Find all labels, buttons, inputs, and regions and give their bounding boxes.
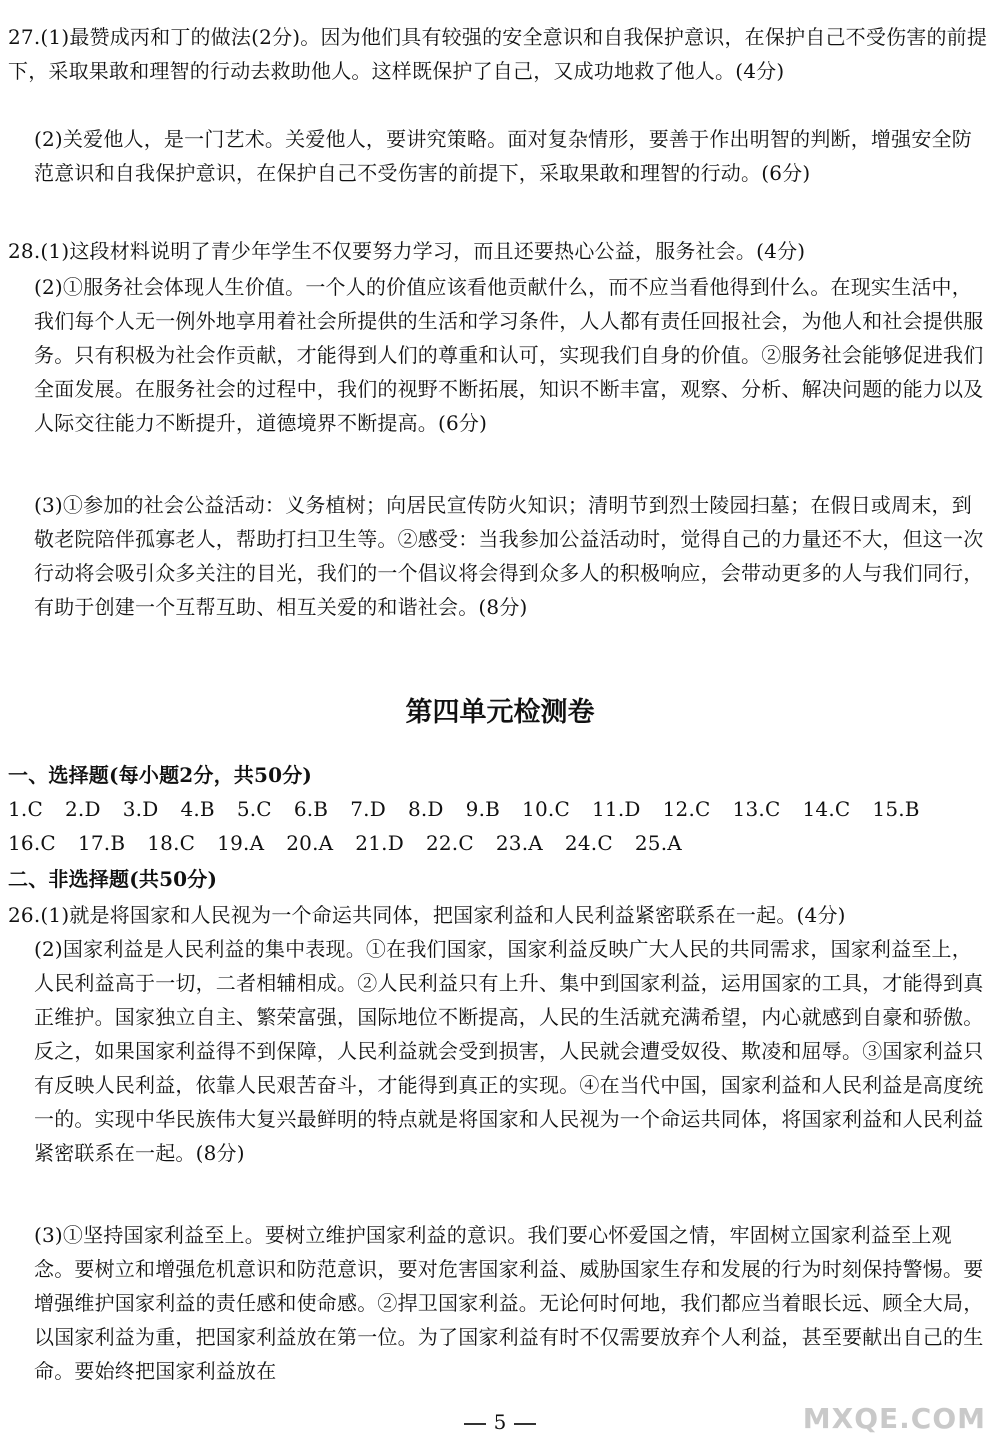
answer-item: 2.D [65, 797, 101, 821]
answer-item: 25.A [634, 831, 682, 855]
q28-part3: (3)①参加的社会公益活动：义务植树；向居民宣传防火知识；清明节到烈士陵园扫墓；在假日或周末，到敬老院陪伴孤寡老人，帮助打扫卫生等。②感受：当我参加公益活动时，觉得自己的力量还不大，但这一次行动将会吸引众多关注的目光，我们的一个倡议将会得到众多人的积极响应，会带动更多的人与我们同行，有助于创建一个互帮互助、相互关爱的和谐社会。(8分) [34, 493, 984, 619]
answer-item: 14.C [802, 797, 851, 821]
multiple-choice-answers [8, 792, 988, 860]
answer-item: 9.B [465, 797, 501, 821]
answer-item: 7.D [350, 797, 386, 821]
answer-item: 16.C [8, 831, 56, 855]
answer-item: 17.B [77, 831, 126, 855]
answer-item: 12.C [662, 797, 711, 821]
answer-item: 20.A [286, 831, 334, 855]
answer-item: 11.D [591, 797, 641, 821]
section2-heading: 二、非选择题(共50分) [8, 867, 218, 891]
answer-item: 18.C [147, 831, 196, 855]
page-number-left-rule [464, 1423, 486, 1425]
section1-heading: 一、选择题(每小题2分，共50分) [8, 763, 313, 787]
q28-part1: 28.(1)这段材料说明了青少年学生不仅要努力学习，而且还要热心公益，服务社会。(4分) [8, 239, 806, 263]
answer-item: 13.C [732, 797, 781, 821]
q26-part3: (3)①坚持国家利益至上。要树立维护国家利益的意识。我们要心怀爱国之情，牢固树立国家利益至上观念。要树立和增强危机意识和防范意识，要对危害国家利益、威胁国家生存和发展的行为时刻保持警惕。要增强维护国家利益的责任感和使命感。②捍卫国家利益。无论何时何地，我们都应当着眼长远、顾全大局，以国家利益为重，把国家利益放在第一位。为了国家利益有时不仅需要放弃个人利益，甚至要献出自己的生命。要始终把国家利益放在 [34, 1223, 984, 1383]
q28-part2: (2)①服务社会体现人生价值。一个人的价值应该看他贡献什么，而不应当看他得到什么。在现实生活中，我们每个人无一例外地享用着社会所提供的生活和学习条件，人人都有责任回报社会，为他人和社会提供服务。只有积极为社会作贡献，才能得到人们的尊重和认可，实现我们自身的价值。②服务社会能够促进我们全面发展。在服务社会的过程中，我们的视野不断拓展，知识不断丰富，观察、分析、解决问题的能力以及人际交往能力不断提升，道德境界不断提高。(6分) [34, 275, 984, 435]
answer-item: 10.C [522, 797, 570, 821]
q26-part1: 26.(1)就是将国家和人民视为一个命运共同体，把国家利益和人民利益紧密联系在一起。(4分) [8, 903, 846, 927]
page-number-text: 5 [493, 1410, 507, 1434]
answer-item: 4.B [180, 797, 215, 821]
page-number-right-rule [514, 1423, 536, 1425]
answer-item: 19.A [217, 831, 265, 855]
q27-part1: 27.(1)最赞成丙和丁的做法(2分)。因为他们具有较强的安全意识和自我保护意识，在保护自己不受伤害的前提下，采取果敢和理智的行动去救助他人。这样既保护了自己，又成功地救了他人。(4分) [8, 25, 988, 83]
answer-item: 3.D [122, 797, 159, 821]
answer-item: 8.D [407, 797, 444, 821]
watermark-logo: MXQE.COM [802, 1402, 986, 1435]
answer-item: 1.C [8, 797, 43, 821]
answer-item: 23.A [495, 831, 543, 855]
answer-item: 24.C [564, 831, 613, 855]
answer-item: 15.B [872, 797, 920, 821]
unit-title: 第四单元检测卷 [405, 697, 595, 728]
answer-item: 6.B [293, 797, 329, 821]
q27-part2: (2)关爱他人，是一门艺术。关爱他人，要讲究策略。面对复杂情形，要善于作出明智的判断，增强安全防范意识和自我保护意识，在保护自己不受伤害的前提下，采取果敢和理智的行动。(6分) [34, 127, 972, 185]
answer-item: 22.C [425, 831, 474, 855]
q26-part2: (2)国家利益是人民利益的集中表现。①在我们国家，国家利益反映广大人民的共同需求，国家利益至上，人民利益高于一切，二者相辅相成。②人民利益只有上升、集中到国家利益，运用国家的工具，才能得到真正维护。国家独立自主、繁荣富强，国际地位不断提高，人民的生活就充满希望，内心就感到自豪和骄傲。反之，如果国家利益得不到保障，人民利益就会受到损害，人民就会遭受奴役、欺凌和屈辱。③国家利益只有反映人民利益，依靠人民艰苦奋斗，才能得到真正的实现。④在当代中国，国家利益和人民利益是高度统一的。实现中华民族伟大复兴最鲜明的特点就是将国家和人民视为一个命运共同体，将国家利益和人民利益紧密联系在一起。(8分) [34, 937, 984, 1165]
answer-item: 21.D [355, 831, 404, 855]
answer-item: 5.C [236, 797, 272, 821]
